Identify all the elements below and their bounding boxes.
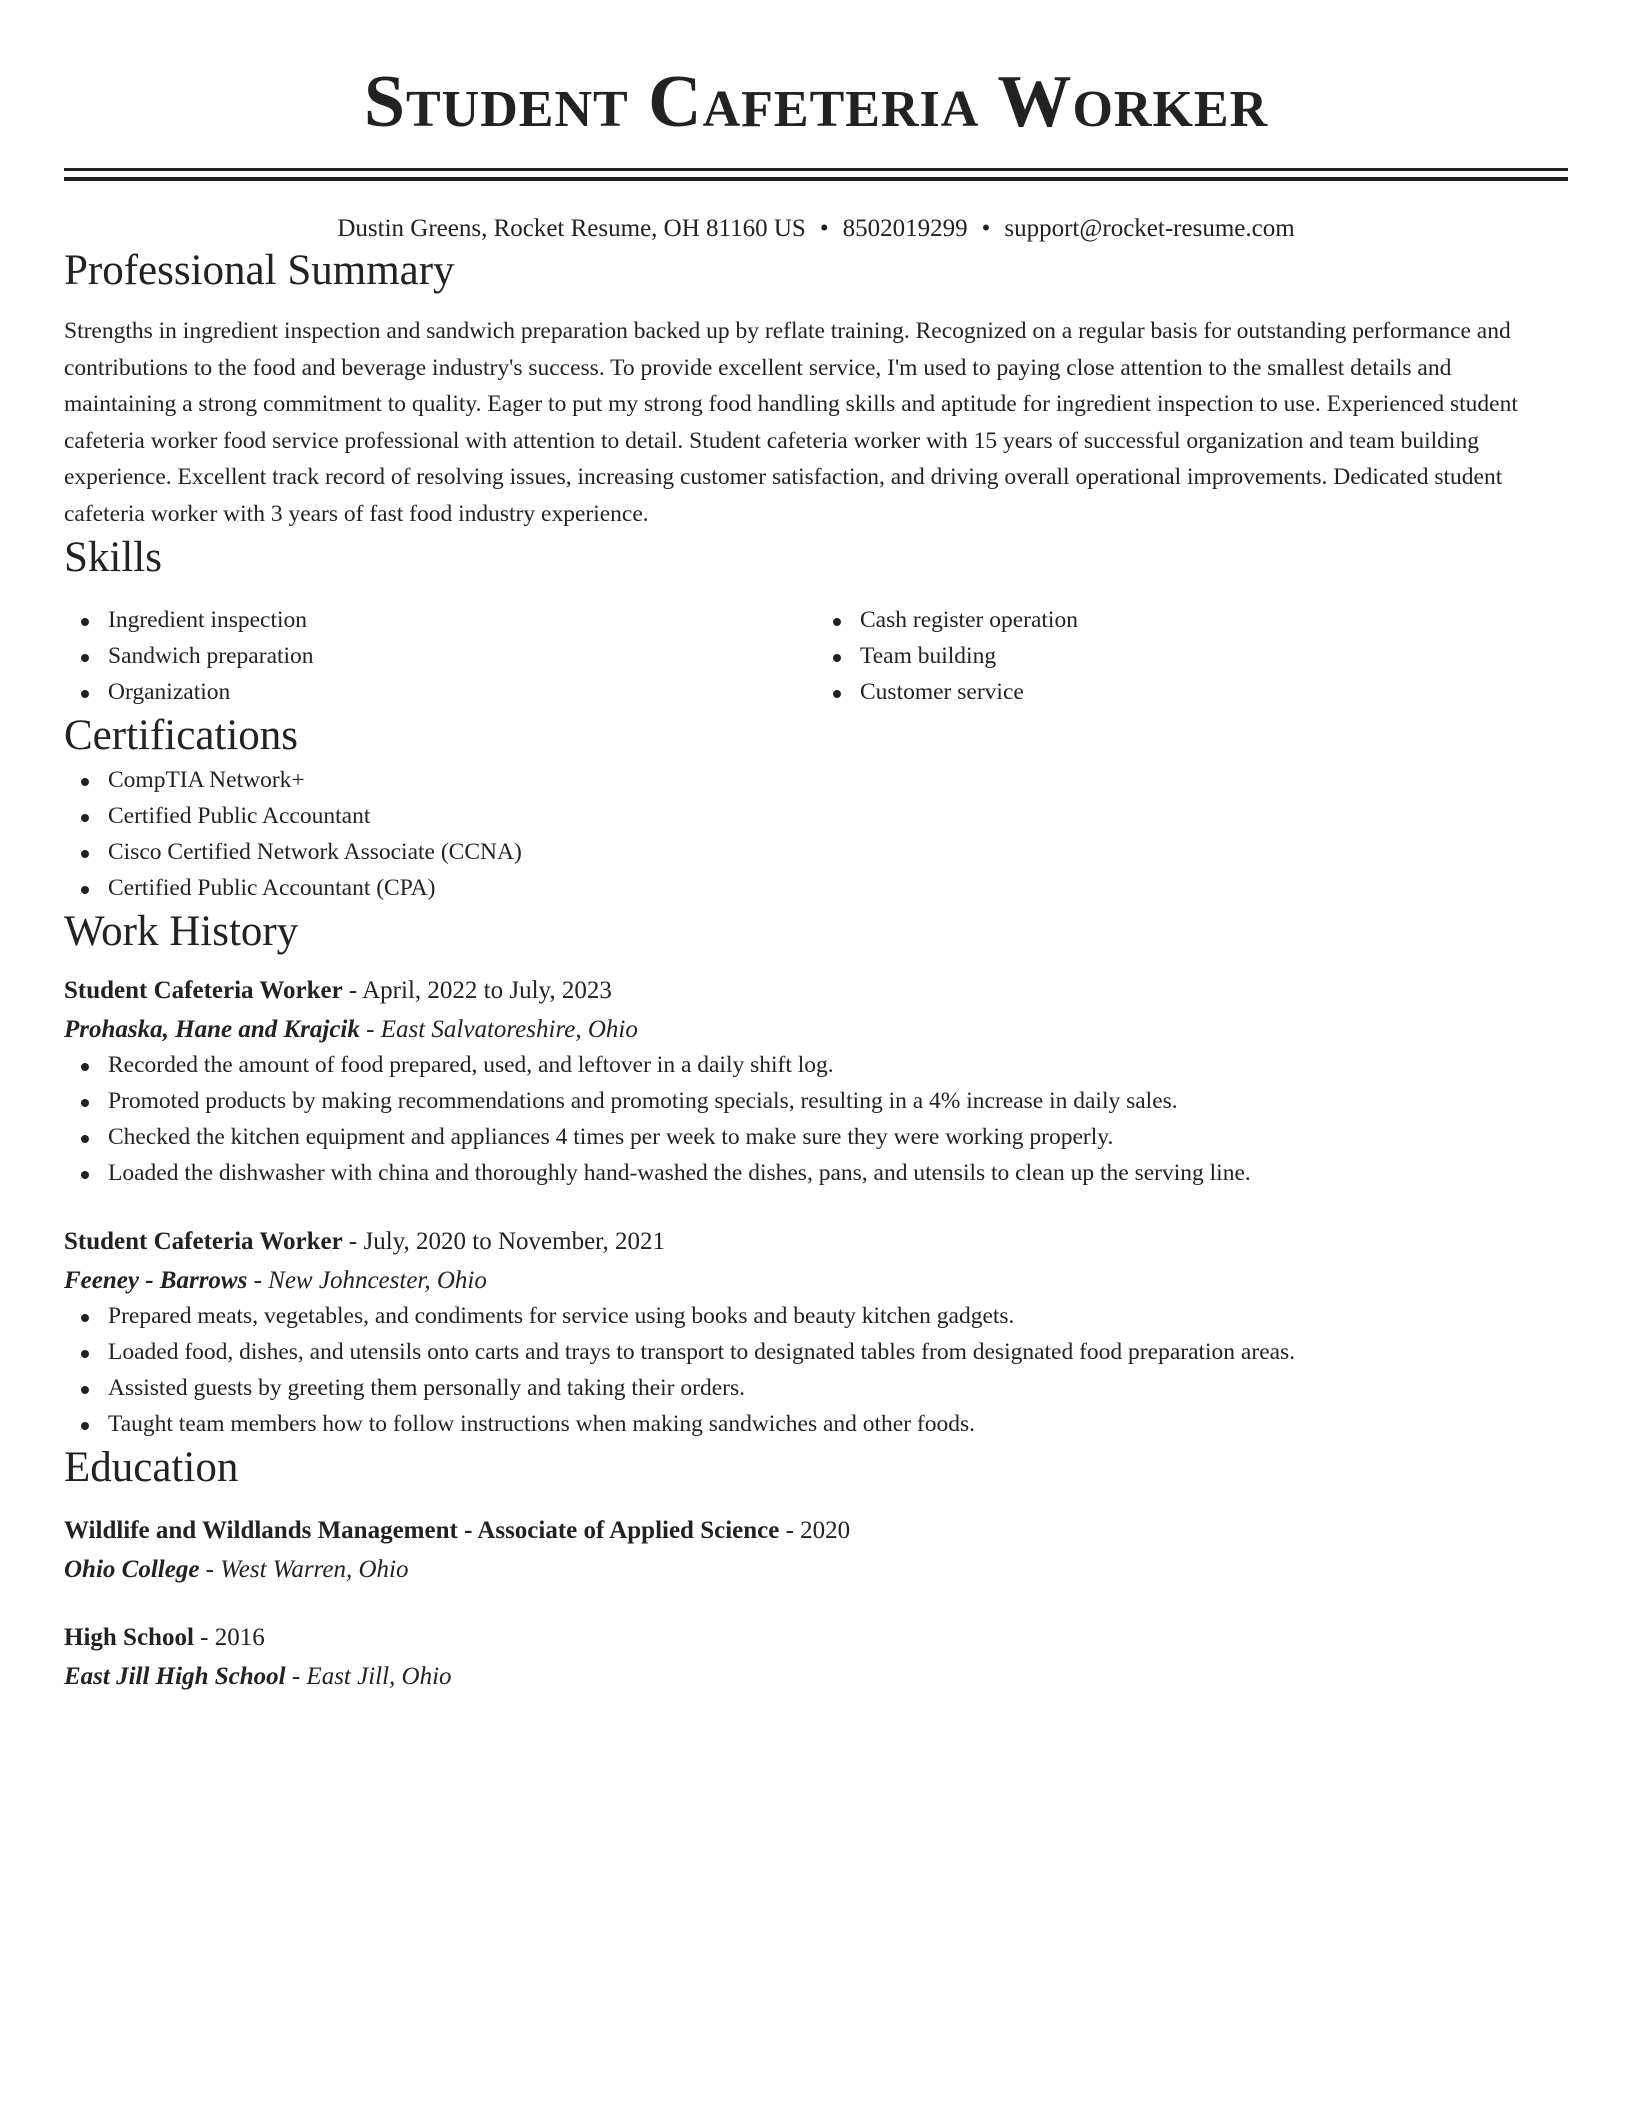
contact-email: support@rocket-resume.com bbox=[1004, 215, 1295, 242]
contact-separator: • bbox=[819, 215, 829, 242]
header-rule-bottom bbox=[64, 177, 1568, 181]
job-duty-item: Recorded the amount of food prepared, used, and leftover in a daily shift log. bbox=[64, 1047, 1568, 1083]
skills-grid bbox=[64, 602, 1568, 710]
job-dates: - April, 2022 to July, 2023 bbox=[342, 977, 612, 1004]
education-location: - East Jill, Ohio bbox=[285, 1663, 452, 1690]
skill-item: Customer service bbox=[816, 674, 1568, 710]
education-school: Ohio College bbox=[64, 1556, 200, 1583]
skill-item: Cash register operation bbox=[816, 602, 1568, 638]
summary-heading: Professional Summary bbox=[64, 247, 455, 294]
contact-line bbox=[64, 213, 1568, 245]
contact-address: Dustin Greens, Rocket Resume, OH 81160 US bbox=[337, 215, 806, 242]
job-company: Feeney - Barrows bbox=[64, 1267, 248, 1294]
job-employer bbox=[64, 1264, 1568, 1298]
education-institution bbox=[64, 1660, 1568, 1694]
education-header bbox=[64, 1514, 1568, 1548]
education-location: - West Warren, Ohio bbox=[199, 1556, 409, 1583]
job-duties-list bbox=[64, 1298, 1568, 1442]
job-duty-item: Taught team members how to follow instructions when making sandwiches and other foods. bbox=[64, 1406, 1568, 1442]
skills-list-right bbox=[816, 602, 1568, 710]
job-dates: - July, 2020 to November, 2021 bbox=[342, 1228, 666, 1255]
skills-heading: Skills bbox=[64, 534, 162, 581]
certification-item: Certified Public Accountant (CPA) bbox=[64, 870, 1568, 906]
job-company: Prohaska, Hane and Krajcik bbox=[64, 1016, 360, 1043]
job-employer bbox=[64, 1013, 1568, 1047]
education-entry bbox=[64, 1514, 1568, 1587]
job-duty-item: Checked the kitchen equipment and appliances 4 times per week to make sure they were working properly. bbox=[64, 1119, 1568, 1155]
certifications-list bbox=[64, 762, 1568, 906]
job-duty-item: Loaded food, dishes, and utensils onto carts and trays to transport to designated tables from designated food preparation areas. bbox=[64, 1334, 1568, 1370]
job-entry bbox=[64, 1225, 1568, 1442]
skill-item: Sandwich preparation bbox=[64, 638, 816, 674]
work-history-heading: Work History bbox=[64, 908, 299, 955]
resume-name: Student Cafeteria Worker bbox=[363, 61, 1269, 143]
education-year: - 2016 bbox=[193, 1624, 265, 1651]
skills-column-right bbox=[816, 602, 1568, 710]
job-duty-item: Promoted products by making recommendations and promoting specials, resulting in a 4% increase in daily sales. bbox=[64, 1083, 1568, 1119]
skills-list-left bbox=[64, 602, 816, 710]
job-duty-item: Prepared meats, vegetables, and condiments for service using books and beauty kitchen gadgets. bbox=[64, 1298, 1568, 1334]
education-heading: Education bbox=[64, 1444, 239, 1491]
job-entry bbox=[64, 974, 1568, 1191]
certification-item: CompTIA Network+ bbox=[64, 762, 1568, 798]
job-location: - East Salvatoreshire, Ohio bbox=[359, 1016, 638, 1043]
skills-column-left bbox=[64, 602, 816, 710]
header-rule-top bbox=[64, 168, 1568, 171]
contact-phone: 8502019299 bbox=[842, 215, 968, 242]
job-duty-item: Loaded the dishwasher with china and thoroughly hand-washed the dishes, pans, and utensils to clean up the serving line. bbox=[64, 1155, 1568, 1191]
skill-item: Ingredient inspection bbox=[64, 602, 816, 638]
skill-item: Organization bbox=[64, 674, 816, 710]
job-duty-item: Assisted guests by greeting them personally and taking their orders. bbox=[64, 1370, 1568, 1406]
certifications-heading: Certifications bbox=[64, 712, 299, 759]
job-title: Student Cafeteria Worker bbox=[64, 977, 343, 1004]
job-title: Student Cafeteria Worker bbox=[64, 1228, 343, 1255]
job-location: - New Johncester, Ohio bbox=[247, 1267, 487, 1294]
education-institution bbox=[64, 1553, 1568, 1587]
summary-text: Strengths in ingredient inspection and sandwich preparation backed up by reflate training. Recognized on a regular basis for outstanding performance and contributions to the food and beverage industry's success. To provide excellent service, I'm used to paying close attention to the smallest details and maintaining a strong commitment to quality. Eager to put my strong food handling skills and aptitude for ingredient inspection to use. Experienced student cafeteria worker food service professional with attention to detail. Student cafeteria worker with 15 years of successful organization and team building experience. Excellent track record of resolving issues, increasing customer satisfaction, and driving overall operational improvements. Dedicated student cafeteria worker with 3 years of fast food industry experience. bbox=[64, 318, 1518, 527]
job-duties-list bbox=[64, 1047, 1568, 1191]
job-header bbox=[64, 1225, 1568, 1259]
certification-item: Certified Public Accountant bbox=[64, 798, 1568, 834]
education-entry bbox=[64, 1621, 1568, 1694]
education-year: - 2020 bbox=[779, 1517, 851, 1544]
skill-item: Team building bbox=[816, 638, 1568, 674]
certification-item: Cisco Certified Network Associate (CCNA) bbox=[64, 834, 1568, 870]
education-header bbox=[64, 1621, 1568, 1655]
contact-separator: • bbox=[981, 215, 991, 242]
job-header bbox=[64, 974, 1568, 1008]
education-degree: High School bbox=[64, 1624, 194, 1651]
education-school: East Jill High School bbox=[64, 1663, 286, 1690]
education-degree: Wildlife and Wildlands Management - Associate of Applied Science bbox=[64, 1517, 780, 1544]
